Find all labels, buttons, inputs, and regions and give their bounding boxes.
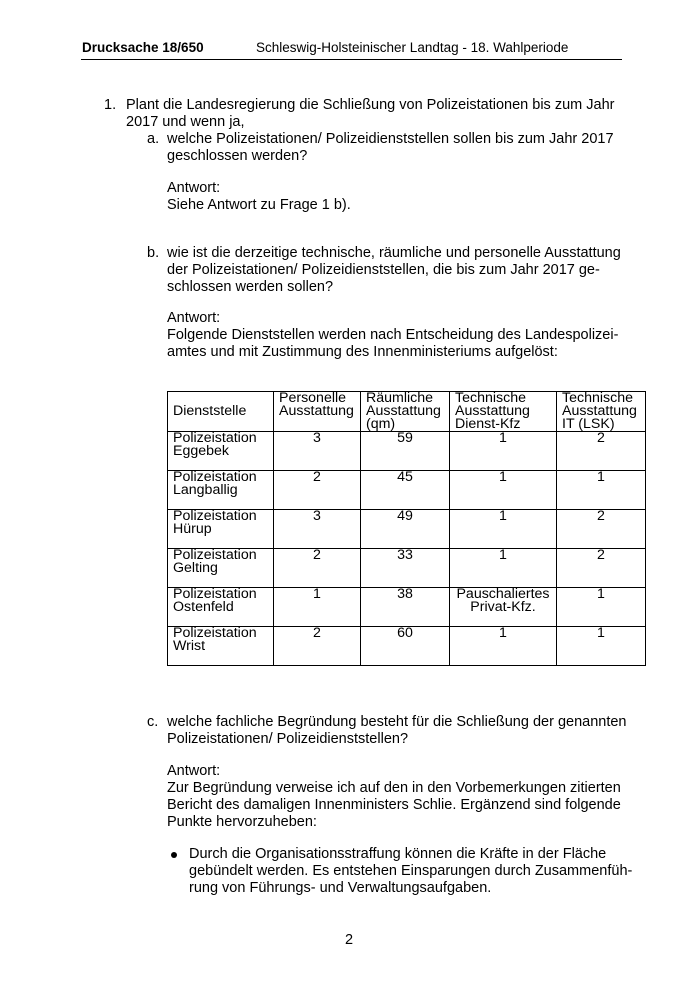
cell-personelle: 3 xyxy=(274,432,361,471)
cell-dienst-kfz: 1 xyxy=(450,471,557,510)
cell-it: 1 xyxy=(557,627,646,666)
bullet-line-2: gebündelt werden. Es entstehen Einsparungen durch Zusammenfüh- xyxy=(189,863,633,879)
cell-dienst-kfz: 1 xyxy=(450,627,557,666)
question-a-line-1: welche Polizeistationen/ Polizeidienststellen sollen bis zum Jahr 2017 xyxy=(167,131,614,147)
cell-raeumliche: 59 xyxy=(361,432,450,471)
header-rule xyxy=(81,59,622,60)
question-c-line-1: welche fachliche Begründung besteht für die Schließung der genannten xyxy=(167,714,627,730)
answer-c-line-1: Zur Begründung verweise ich auf den in den Vorbemerkungen zitierten xyxy=(167,780,621,796)
cell-dienst-kfz: 1 xyxy=(450,549,557,588)
answer-c-line-2: Bericht des damaligen Innenministers Schlie. Ergänzend sind folgende xyxy=(167,797,621,813)
cell-dienst-kfz: 1 xyxy=(450,432,557,471)
cell-dienststelle: Polizeistation Hürup xyxy=(168,510,274,549)
cell-it: 2 xyxy=(557,549,646,588)
question-a-line-2: geschlossen werden? xyxy=(167,148,308,164)
cell-dienststelle: Polizeistation Ostenfeld xyxy=(168,588,274,627)
cell-personelle: 1 xyxy=(274,588,361,627)
cell-raeumliche: 49 xyxy=(361,510,450,549)
cell-it: 1 xyxy=(557,588,646,627)
question-1-number: 1. xyxy=(104,97,117,113)
column-header-raeumliche-ausstattung: Räumliche Ausstattung (qm) xyxy=(361,392,450,432)
column-header-dienststelle: Dienststelle xyxy=(168,392,274,432)
question-b-letter: b. xyxy=(147,245,160,261)
cell-raeumliche: 33 xyxy=(361,549,450,588)
cell-dienststelle: Polizeistation Wrist xyxy=(168,627,274,666)
table-row xyxy=(168,549,646,588)
table-row xyxy=(168,627,646,666)
bullet-line-3: rung von Führungs- und Verwaltungsaufgaben. xyxy=(189,880,492,896)
cell-personelle: 2 xyxy=(274,627,361,666)
cell-dienst-kfz: Pauschaliertes Privat-Kfz. xyxy=(450,588,557,627)
cell-personelle: 2 xyxy=(274,471,361,510)
cell-personelle: 2 xyxy=(274,549,361,588)
answer-a-label: Antwort: xyxy=(167,180,221,196)
question-a-letter: a. xyxy=(147,131,160,147)
cell-dienststelle: Polizeistation Langballig xyxy=(168,471,274,510)
answer-c-line-3: Punkte hervorzuheben: xyxy=(167,814,317,830)
column-header-dienst-kfz: Technische Ausstattung Dienst-Kfz xyxy=(450,392,557,432)
cell-dienst-kfz: 1 xyxy=(450,510,557,549)
cell-it: 1 xyxy=(557,471,646,510)
answer-b-line-2: amtes und mit Zustimmung des Innenministeriums aufgelöst: xyxy=(167,344,558,360)
question-b-line-1: wie ist die derzeitige technische, räumliche und personelle Ausstattung xyxy=(167,245,621,261)
cell-raeumliche: 38 xyxy=(361,588,450,627)
answer-b-line-1: Folgende Dienststellen werden nach Entscheidung des Landespolizei- xyxy=(167,327,619,343)
answer-c-label: Antwort: xyxy=(167,763,221,779)
table-row xyxy=(168,588,646,627)
cell-personelle: 3 xyxy=(274,510,361,549)
drucksache-number: Drucksache 18/650 xyxy=(82,40,204,55)
table-row xyxy=(168,510,646,549)
cell-dienststelle: Polizeistation Gelting xyxy=(168,549,274,588)
question-b-line-3: schlossen werden sollen? xyxy=(167,279,334,295)
column-header-personelle-ausstattung: Personelle Ausstattung xyxy=(274,392,361,432)
question-1-line-2: 2017 und wenn ja, xyxy=(126,114,245,130)
cell-it: 2 xyxy=(557,510,646,549)
question-1-line-1: Plant die Landesregierung die Schließung von Polizeistationen bis zum Jahr xyxy=(126,97,615,113)
column-header-it-lsk: Technische Ausstattung IT (LSK) xyxy=(557,392,646,432)
cell-it: 2 xyxy=(557,432,646,471)
bullet-icon xyxy=(171,852,177,858)
table-row xyxy=(168,471,646,510)
cell-dienststelle: Polizeistation Eggebek xyxy=(168,432,274,471)
answer-a-text: Siehe Antwort zu Frage 1 b). xyxy=(167,197,351,213)
answer-b-label: Antwort: xyxy=(167,310,221,326)
landtag-title: Schleswig-Holsteinischer Landtag - 18. Wahlperiode xyxy=(256,40,569,55)
table-header-row xyxy=(168,392,646,432)
question-b-line-2: der Polizeistationen/ Polizeidienststellen, die bis zum Jahr 2017 ge- xyxy=(167,262,600,278)
bullet-line-1: Durch die Organisationsstraffung können die Kräfte in der Fläche xyxy=(189,846,607,862)
cell-raeumliche: 45 xyxy=(361,471,450,510)
police-stations-table xyxy=(167,391,646,666)
cell-raeumliche: 60 xyxy=(361,627,450,666)
page-number: 2 xyxy=(345,932,354,948)
table-row xyxy=(168,432,646,471)
question-c-letter: c. xyxy=(147,714,159,730)
question-c-line-2: Polizeistationen/ Polizeidienststellen? xyxy=(167,731,409,747)
